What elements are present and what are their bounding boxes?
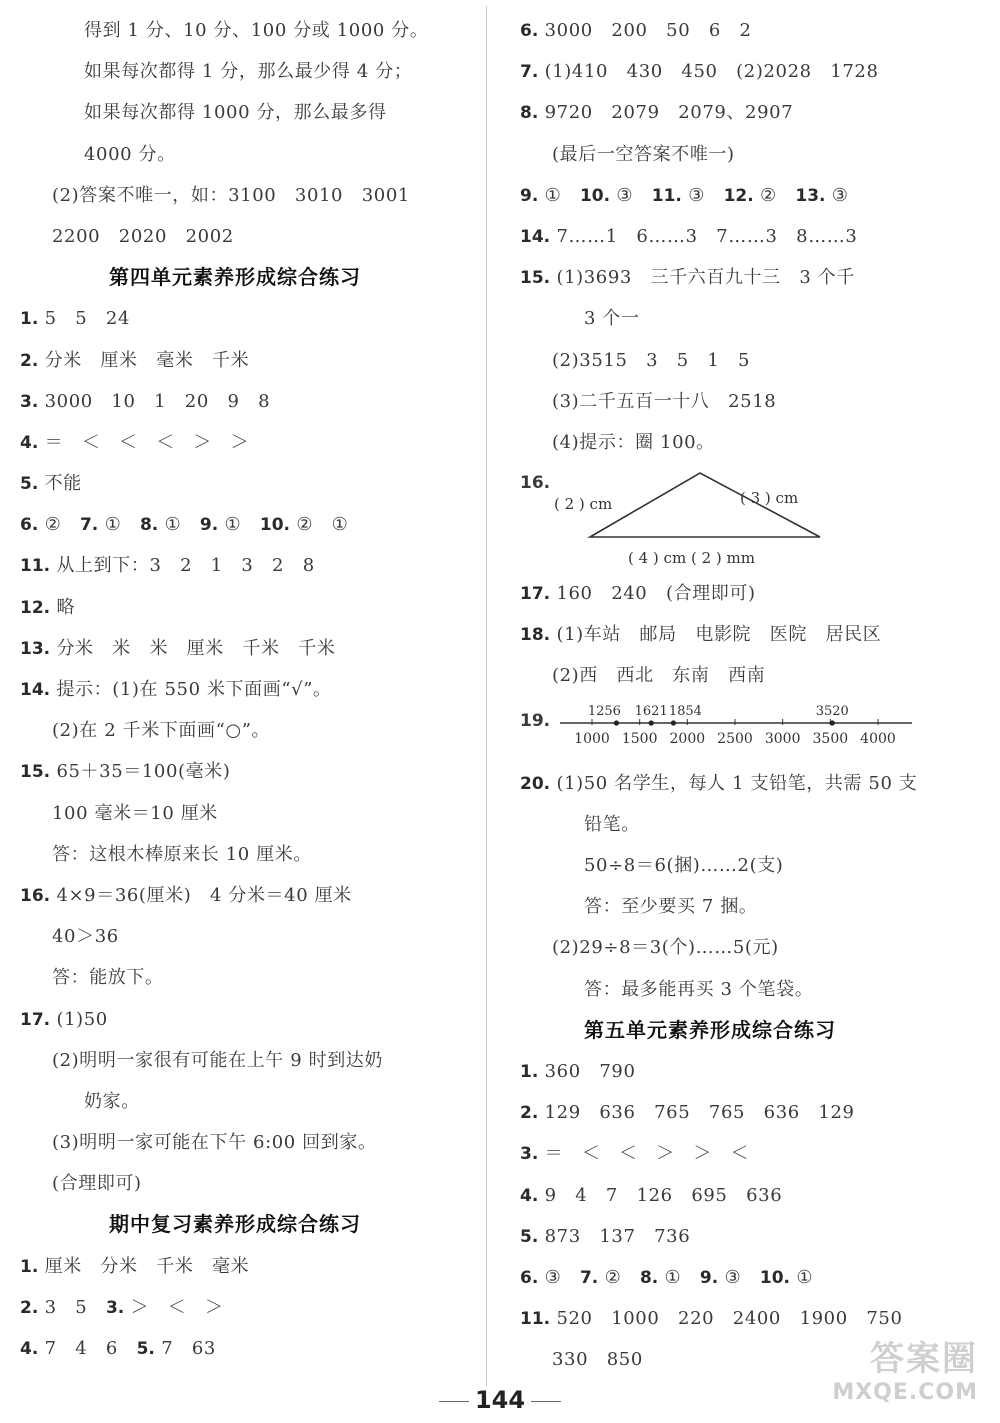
item-answer: ② <box>598 1266 640 1288</box>
line-text: 100 毫米＝10 厘米 <box>52 802 218 824</box>
item-number: 1. <box>20 1256 39 1277</box>
item-number: 3. <box>105 1297 125 1318</box>
line-text: (2)西 西北 东南 西南 <box>552 665 766 687</box>
line-text: 50÷8＝6(捆)……2(支) <box>584 855 784 876</box>
item-number: 6. <box>20 515 39 536</box>
item-number: 16. <box>520 473 551 494</box>
item-answer: 3 5 <box>38 1296 106 1318</box>
answer-item <box>20 298 470 339</box>
number-line-tick-label: 3000 <box>764 730 801 747</box>
triangle-figure <box>520 463 990 573</box>
line-text: (3)二千五百一十八 2518 <box>552 390 777 412</box>
answer-line <box>520 655 990 696</box>
number-line-point-label: 1854 <box>668 703 702 719</box>
line-text: 答：这根木棒原来长 10 厘米。 <box>52 843 312 865</box>
line-text: 如果每次都得 1 分，那么最少得 4 分； <box>84 61 413 83</box>
item-number: 3. <box>520 1144 539 1165</box>
item-answer: 不能 <box>38 473 82 495</box>
number-line-svg <box>550 697 920 763</box>
item-answer: 9 4 7 126 695 636 <box>538 1184 783 1206</box>
answer-item <box>520 51 990 92</box>
triangle-right-label: ( 3 ) cm <box>740 489 799 508</box>
item-answer: ① <box>790 1266 814 1288</box>
answer-line <box>20 1328 470 1369</box>
item-number: 17. <box>20 1009 51 1030</box>
item-number: 15. <box>520 268 551 289</box>
answer-line <box>20 134 470 175</box>
left-column <box>20 10 470 1369</box>
answer-line <box>20 710 470 751</box>
triangle-svg <box>550 463 880 573</box>
item-answer: 7 63 <box>154 1338 216 1359</box>
item-answer: 4×9＝36(厘米) 4 分米＝40 厘米 <box>50 884 352 906</box>
line-text: 得到 1 分、10 分、100 分或 1000 分。 <box>84 20 429 41</box>
item-number: 5. <box>520 1226 539 1247</box>
item-number: 11. <box>520 1309 551 1330</box>
line-text: 奶家。 <box>84 1090 140 1112</box>
answer-item <box>20 628 470 669</box>
line-text: (最后一空答案不唯一) <box>552 143 735 165</box>
line-text: 答：至少要买 7 捆。 <box>584 896 758 918</box>
item-number: 7. <box>520 62 539 83</box>
line-text: (2)明明一家很有可能在上午 9 时到达奶 <box>52 1049 383 1071</box>
answer-line <box>20 957 470 998</box>
item-number: 10. <box>259 515 290 536</box>
answer-line <box>20 504 470 545</box>
item-answer: 160 240 (合理即可) <box>550 583 756 605</box>
column-divider <box>486 6 487 1386</box>
item-answer: ③ <box>718 1266 760 1288</box>
item-answer: ② <box>38 514 80 536</box>
item-number: 20. <box>520 773 551 794</box>
answer-line <box>20 1081 470 1122</box>
item-answer: (1)车站 邮局 电影院 医院 居民区 <box>550 624 882 646</box>
watermark-logo <box>832 1331 978 1405</box>
line-text: (2)在 2 千米下面画“○”。 <box>52 720 271 742</box>
item-number: 9. <box>699 1267 719 1288</box>
answer-line <box>20 1163 470 1204</box>
item-number: 8. <box>520 103 539 124</box>
line-text: (3)明明一家可能在下午 6:00 回到家。 <box>52 1132 377 1154</box>
item-answer: 从上到下：3 2 1 3 2 8 <box>50 555 315 577</box>
answer-line <box>520 804 990 845</box>
item-answer: 分米 厘米 毫米 千米 <box>38 349 250 371</box>
item-answer: 873 137 736 <box>538 1225 691 1247</box>
answer-item <box>520 1216 990 1257</box>
answer-line <box>20 10 470 51</box>
answer-item <box>520 1133 990 1174</box>
item-number: 13. <box>795 185 826 206</box>
answer-line <box>520 340 990 381</box>
item-answer: (1)50 名学生，每人 1 支铅笔，共需 50 支 <box>550 772 918 794</box>
number-line-tick-label: 2000 <box>669 730 706 747</box>
answer-line <box>20 51 470 92</box>
answer-line <box>20 834 470 875</box>
item-number: 4. <box>20 432 39 453</box>
answer-item <box>20 381 470 422</box>
number-line-tick-label: 1500 <box>621 730 658 747</box>
item-number: 15. <box>20 762 51 783</box>
item-answer: ① <box>158 514 200 536</box>
answer-line <box>520 422 990 463</box>
answer-item <box>520 257 990 298</box>
answer-line <box>20 175 470 216</box>
number-line-point-label: 1256 <box>587 703 621 719</box>
item-number: 3. <box>20 391 39 412</box>
line-text: 2200 2020 2002 <box>52 225 234 247</box>
item-answer: ② ① <box>290 514 349 536</box>
answer-line <box>20 92 470 133</box>
item-number: 2. <box>20 350 39 371</box>
answer-line <box>520 1257 990 1298</box>
item-number: 8. <box>639 1267 659 1288</box>
item-answer: ① <box>218 514 260 536</box>
item-answer: (1)410 430 450 (2)2028 1728 <box>538 61 879 83</box>
answer-item <box>520 1051 990 1092</box>
answer-item <box>520 573 990 614</box>
number-line-tick-label: 2500 <box>717 730 753 747</box>
item-number: 10. <box>759 1267 790 1288</box>
item-answer: 略 <box>50 596 76 618</box>
item-number: 17. <box>520 584 551 605</box>
item-number: 5. <box>20 474 39 495</box>
section-heading: 期中复习素养形成综合练习 <box>109 1212 361 1237</box>
item-answer: 520 1000 220 2400 1900 750 <box>550 1308 903 1330</box>
item-number: 2. <box>520 1103 539 1124</box>
number-line-point <box>614 720 619 725</box>
answer-item <box>520 763 990 804</box>
number-line-tick-label: 3500 <box>812 730 849 747</box>
item-number: 9. <box>199 515 219 536</box>
answer-item <box>520 1175 990 1216</box>
item-answer: ② <box>753 184 796 206</box>
item-answer: ＝ ＜ ＜ ＞ ＞ ＜ <box>538 1143 750 1165</box>
number-line-point <box>671 720 676 725</box>
answer-line <box>20 916 470 957</box>
answer-item <box>20 1246 470 1287</box>
answer-line <box>520 134 990 175</box>
item-answer: ① <box>658 1266 700 1288</box>
item-answer: ＝ ＜ ＜ ＜ ＞ ＞ <box>38 431 250 453</box>
item-number: 10. <box>579 185 611 206</box>
item-number: 6. <box>520 21 539 41</box>
watermark-main: 答案圈 <box>870 1339 978 1379</box>
answer-line <box>520 298 990 339</box>
item-answer: 129 636 765 765 636 129 <box>538 1102 855 1124</box>
item-number: 11. <box>20 556 51 577</box>
item-number: 12. <box>20 597 51 618</box>
line-text: 4000 分。 <box>84 143 176 165</box>
answer-item <box>20 422 470 463</box>
line-text: 40＞36 <box>52 926 119 948</box>
number-line-point <box>830 720 835 725</box>
item-number: 1. <box>20 309 39 330</box>
answer-line <box>520 927 990 968</box>
section-heading: 第五单元素养形成综合练习 <box>584 1017 836 1042</box>
item-number: 13. <box>20 638 51 659</box>
answer-item <box>520 10 990 51</box>
line-text: 铅笔。 <box>584 813 640 835</box>
line-text: (合理即可) <box>52 1173 142 1195</box>
answer-item <box>520 1092 990 1133</box>
item-number: 8. <box>139 515 159 536</box>
answer-item <box>20 463 470 504</box>
item-answer: 分米 米 米 厘米 千米 千米 <box>50 637 336 659</box>
item-number: 19. <box>520 710 551 731</box>
line-text: (2)答案不唯一，如：3100 3010 3001 <box>52 184 410 206</box>
item-number: 14. <box>20 680 51 700</box>
item-number: 7. <box>79 515 99 536</box>
answer-item <box>520 216 990 257</box>
number-line-figure <box>520 697 990 763</box>
item-number: 18. <box>520 625 551 646</box>
answer-line <box>20 1287 470 1328</box>
line-text: (2)29÷8＝3(个)……5(元) <box>552 937 779 959</box>
item-answer: 9720 2079 2079、2907 <box>538 102 794 124</box>
item-number: 7. <box>579 1267 599 1288</box>
answer-item <box>20 669 470 710</box>
item-answer: ③ <box>610 184 652 206</box>
item-answer: 3000 200 50 6 2 <box>538 20 752 41</box>
item-number: 16. <box>20 885 51 906</box>
section-heading: 第四单元素养形成综合练习 <box>109 265 361 290</box>
item-answer: ① <box>538 184 580 206</box>
item-answer: ③ <box>825 184 849 206</box>
triangle-bottom-label: ( 4 ) cm ( 2 ) mm <box>628 549 755 568</box>
item-answer: 360 790 <box>538 1060 636 1082</box>
answer-line <box>20 216 470 257</box>
watermark-sub: MXQE.COM <box>832 1380 978 1405</box>
item-number: 5. <box>136 1339 155 1359</box>
answer-line <box>520 845 990 886</box>
item-answer: ③ <box>681 184 724 206</box>
item-number: 1. <box>520 1061 539 1082</box>
triangle-left-label: ( 2 ) cm <box>554 495 613 514</box>
answer-item <box>520 92 990 133</box>
item-answer: 7 4 6 <box>38 1338 137 1359</box>
number-line-tick-label: 4000 <box>860 730 896 747</box>
number-line-point-label: 1621 <box>634 703 668 719</box>
item-number: 2. <box>20 1297 39 1318</box>
answer-line <box>520 381 990 422</box>
answer-line <box>20 793 470 834</box>
item-number: 4. <box>520 1185 539 1206</box>
item-answer: ③ <box>538 1266 580 1288</box>
answer-item <box>20 587 470 628</box>
item-number: 9. <box>520 185 539 206</box>
answer-item <box>520 614 990 655</box>
item-answer: 3000 10 1 20 9 8 <box>38 390 271 412</box>
item-answer: ＞ ＜ ＞ <box>124 1296 224 1318</box>
item-answer: 提示：(1)在 550 米下面画“√”。 <box>50 679 332 700</box>
answer-line <box>520 886 990 927</box>
line-text: 答：最多能再买 3 个笔袋。 <box>584 978 814 1000</box>
number-line-tick-label: 1000 <box>574 730 610 747</box>
line-text: (2)3515 3 5 1 5 <box>552 349 751 371</box>
answer-item <box>20 545 470 586</box>
line-text: 3 个一 <box>584 308 640 330</box>
answer-item <box>20 875 470 916</box>
item-number: 4. <box>20 1339 39 1359</box>
answer-line <box>520 969 990 1010</box>
line-text: 答：能放下。 <box>52 967 164 989</box>
answer-item <box>20 999 470 1040</box>
line-text: 330 850 <box>552 1349 643 1371</box>
item-answer: 5 5 24 <box>38 308 131 330</box>
answer-line <box>20 1122 470 1163</box>
number-line-point-label: 3520 <box>815 703 849 719</box>
item-number: 11. <box>651 185 682 206</box>
page-number: 144 <box>474 1386 526 1414</box>
answer-line <box>20 1040 470 1081</box>
item-answer: 厘米 分米 千米 毫米 <box>38 1255 250 1277</box>
answer-line <box>520 175 990 216</box>
answer-item <box>20 751 470 792</box>
item-answer: (1)50 <box>50 1008 108 1030</box>
item-answer: 7……1 6……3 7……3 8……3 <box>550 225 858 247</box>
item-answer: 65＋35＝100(毫米) <box>50 761 231 783</box>
answer-item <box>20 340 470 381</box>
item-answer: ① <box>98 514 140 536</box>
right-column <box>520 10 990 1380</box>
number-line-point <box>649 720 654 725</box>
line-text: 如果每次都得 1000 分，那么最多得 <box>84 102 387 124</box>
line-text: (4)提示：圈 100。 <box>552 431 715 453</box>
item-number: 12. <box>723 185 754 206</box>
item-number: 14. <box>520 226 551 247</box>
item-answer: (1)3693 三千六百九十三 3 个千 <box>550 267 855 289</box>
item-number: 6. <box>520 1267 539 1288</box>
